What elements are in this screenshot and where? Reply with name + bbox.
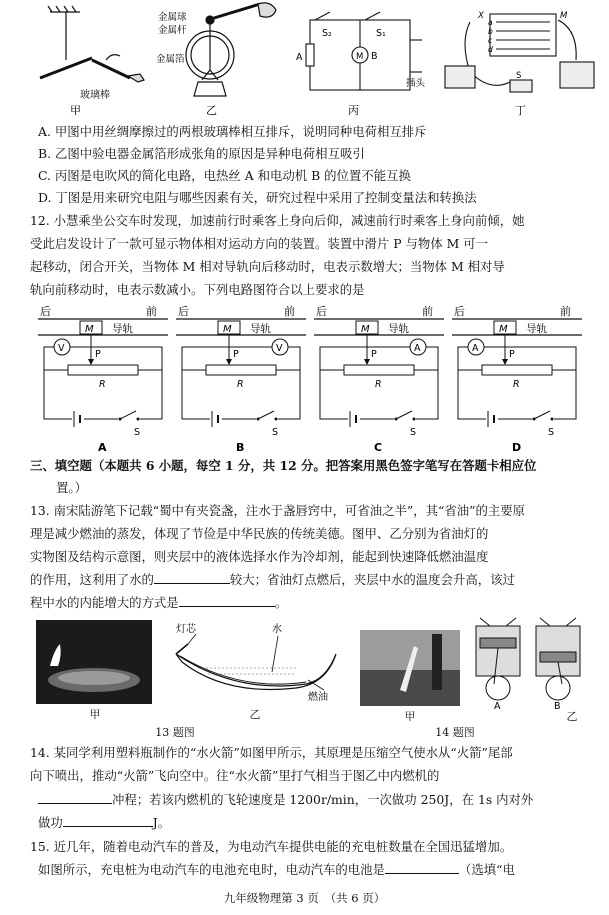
q14-caption: 14 题图 <box>435 726 475 739</box>
oil-lamp-photo <box>36 620 152 704</box>
engine-b-label: B <box>554 701 561 712</box>
q14-line-1: 14. 某同学利用塑料瓶制作的“水火箭”如图甲所示，其原理是压缩空气使水从“火箭”尾部 <box>30 745 513 760</box>
hairdryer-circuit <box>306 12 422 90</box>
q13-line-4-b: 较大；省油灯点燃后，夹层中水的温度会升高，该过 <box>229 572 515 587</box>
q14-line-4-b: J。 <box>152 815 171 830</box>
section-3-line-2: 置。） <box>56 480 87 495</box>
block-label: M <box>499 324 508 335</box>
q13-blank-2[interactable] <box>179 594 275 607</box>
q13-line-5 <box>30 592 600 613</box>
resistor-label: R <box>375 379 382 390</box>
ding-s-label: S <box>516 71 522 81</box>
q13-line-2: 理是减少燃油的蒸发，体现了节俭是中华民族的传统美德。图甲、乙分别为省油灯的 <box>30 526 489 541</box>
q11-option-d: D. 丁图是用来研究电阻与哪些因素有关，研究过程中采用了控制变量法和转换法 <box>38 190 477 205</box>
rail-label: 导轨 <box>250 323 271 335</box>
front-label: 前 <box>284 305 295 318</box>
q15-blank-1[interactable] <box>385 861 459 874</box>
resistor-label: R <box>237 379 244 390</box>
circuit-option-a[interactable] <box>38 305 168 455</box>
q13-caption: 13 题图 <box>155 726 195 739</box>
section-3-heading <box>30 455 600 476</box>
figure-electricity-experiments <box>30 0 600 120</box>
option-letter: A <box>98 441 107 454</box>
engine-a-label: A <box>494 701 501 712</box>
front-label: 前 <box>422 305 433 318</box>
oil-label: 燃油 <box>308 692 328 703</box>
ding-x-label: X <box>478 11 484 21</box>
q14-fig-yi: 乙 <box>566 710 578 723</box>
ding-c-label: c <box>488 36 493 45</box>
ding-m-label: M <box>560 11 568 21</box>
meter-label: V <box>58 343 65 354</box>
slider-label: P <box>233 349 239 360</box>
label-bing: 丙 <box>348 104 359 117</box>
rail-label: 导轨 <box>526 323 547 335</box>
slider-label: P <box>509 349 515 360</box>
q14-line-3 <box>38 789 608 810</box>
meter-label: A <box>414 343 421 354</box>
q13-line-5-b: 。 <box>274 595 288 610</box>
q12-line-3: 起移动，闭合开关，当物体 M 相对导轨向后移动时，电表示数增大；当物体 M 相对导 <box>30 259 505 274</box>
heater-a-label: A <box>296 52 303 63</box>
q13-line-1: 13. 南宋陆游笔下记载“蜀中有夹瓷盏，注水于盏唇窍中，可省油之半”，其“省油”的主要原 <box>30 503 526 518</box>
option-letter: D <box>512 441 522 454</box>
q14-line-4-a: 做功 <box>38 815 63 830</box>
meter-label: V <box>276 343 283 354</box>
switch-label: S <box>272 427 279 438</box>
q15-line-2-b: （选填“电 <box>458 862 515 877</box>
front-label: 前 <box>146 305 157 318</box>
block-label: M <box>361 324 370 335</box>
q13-blank-1[interactable] <box>154 571 230 584</box>
q14-line-3-a: 冲程；若该内燃机的飞轮速度是 1200r/min，一次做功 250J，在 1s 内对外 <box>112 792 534 807</box>
block-label: M <box>223 324 232 335</box>
q13-line-5-a: 程中水的内能增大的方式是 <box>30 595 179 610</box>
circuit-option-d[interactable] <box>452 305 582 455</box>
motor-b-label: B <box>371 51 378 62</box>
q11-option-b: B. 乙图中验电器金属箔形成张角的原因是异种电荷相互吸引 <box>38 146 365 161</box>
ding-b-label: b <box>488 27 493 36</box>
q15-line-1: 15. 近几年，随着电动汽车的普及，为电动汽车提供电能的充电桩数量在全国迅猛增加。 <box>30 839 513 854</box>
q13-line-4-a: 的作用，这利用了水的 <box>30 572 154 587</box>
water-rocket-photo <box>360 630 460 706</box>
section-3-line-1: 三、填空题（本题共 6 小题，每空 1 分，共 12 分。把答案用黑色签字笔写在答题卡相应位 <box>30 458 537 473</box>
q13-line-4 <box>30 569 600 590</box>
q14-fig-jia: 甲 <box>404 710 416 723</box>
glass-rod-label: 玻璃棒 <box>80 90 110 101</box>
q12-line-2: 受此启发设计了一款可显示物体相对运动方向的装置。装置中滑片 P 与物体 M 可一 <box>30 236 489 251</box>
q15-line-2 <box>38 859 608 880</box>
motor-m-label: M <box>356 52 364 62</box>
q14-blank-2[interactable] <box>63 814 153 827</box>
plug-label: 插头 <box>406 78 426 89</box>
resistor-label: R <box>513 379 520 390</box>
metal-foil-label: 金属箔 <box>156 54 185 65</box>
rail-label: 导轨 <box>112 323 133 335</box>
slider-label: P <box>95 349 101 360</box>
q13-line-3: 实物图及结构示意图，则夹层中的液体选择水作为冷却剂，能起到快速降低燃油温度 <box>30 549 489 564</box>
q11-option-a: A. 甲图中用丝绸摩擦过的两根玻璃棒相互排斥，说明同种电荷相互排斥 <box>38 124 427 139</box>
engine-strokes-diagram <box>470 612 590 712</box>
back-label: 后 <box>40 305 51 318</box>
metal-rod-label: 金属杆 <box>158 25 187 36</box>
option-letter: C <box>374 441 383 454</box>
switch-s2-label: S₂ <box>322 28 332 39</box>
q11-option-c: C. 丙图是电吹风的简化电路，电热丝 A 和电动机 B 的位置不能互换 <box>38 168 411 183</box>
switch-label: S <box>410 427 417 438</box>
metal-ball-label: 金属球 <box>158 12 187 23</box>
rail-label: 导轨 <box>388 323 409 335</box>
ding-a-label: a <box>488 18 493 27</box>
q13-fig-jia: 甲 <box>89 708 101 721</box>
front-label: 前 <box>560 305 571 318</box>
glass-rod-figure <box>40 6 144 82</box>
resistor-label: R <box>99 379 106 390</box>
ding-d-label: d <box>488 45 493 54</box>
q15-line-2-a: 如图所示，充电桩为电动汽车的电池充电时，电动汽车的电池是 <box>38 862 385 877</box>
oil-lamp-structure-diagram <box>168 620 343 704</box>
back-label: 后 <box>454 305 465 318</box>
electroscope-figure <box>186 3 276 96</box>
back-label: 后 <box>316 305 327 318</box>
q13-fig-yi: 乙 <box>249 708 261 721</box>
page-footer: 九年级物理第 3 页 （共 6 页） <box>223 891 386 905</box>
q12-circuit-options <box>38 305 598 455</box>
wick-label: 灯芯 <box>176 624 196 635</box>
circuit-option-b[interactable] <box>176 305 306 455</box>
block-label: M <box>85 324 94 335</box>
back-label: 后 <box>178 305 189 318</box>
label-yi: 乙 <box>206 104 217 117</box>
switch-s1-label: S₁ <box>376 28 386 39</box>
q12-line-1: 12. 小慧乘坐公交车时发现，加速前行时乘客上身向后仰，减速前行时乘客上身向前倾，她 <box>30 213 525 228</box>
q14-blank-1[interactable] <box>38 791 112 804</box>
q12-line-4: 轨向前移动时，电表示数减小。下列电路图符合以上要求的是 <box>30 282 365 297</box>
q14-line-4 <box>38 812 608 833</box>
slider-label: P <box>371 349 377 360</box>
meter-label: A <box>472 343 479 354</box>
label-ding: 丁 <box>515 104 526 117</box>
switch-label: S <box>548 427 555 438</box>
water-label: 水 <box>272 624 282 635</box>
q14-line-2: 向下喷出，推动“火箭”飞向空中。往“水火箭”里打气相当于图乙中内燃机的 <box>30 768 440 783</box>
option-letter: B <box>236 441 245 454</box>
circuit-option-c[interactable] <box>314 305 444 455</box>
switch-label: S <box>134 427 141 438</box>
label-jia: 甲 <box>70 104 81 117</box>
